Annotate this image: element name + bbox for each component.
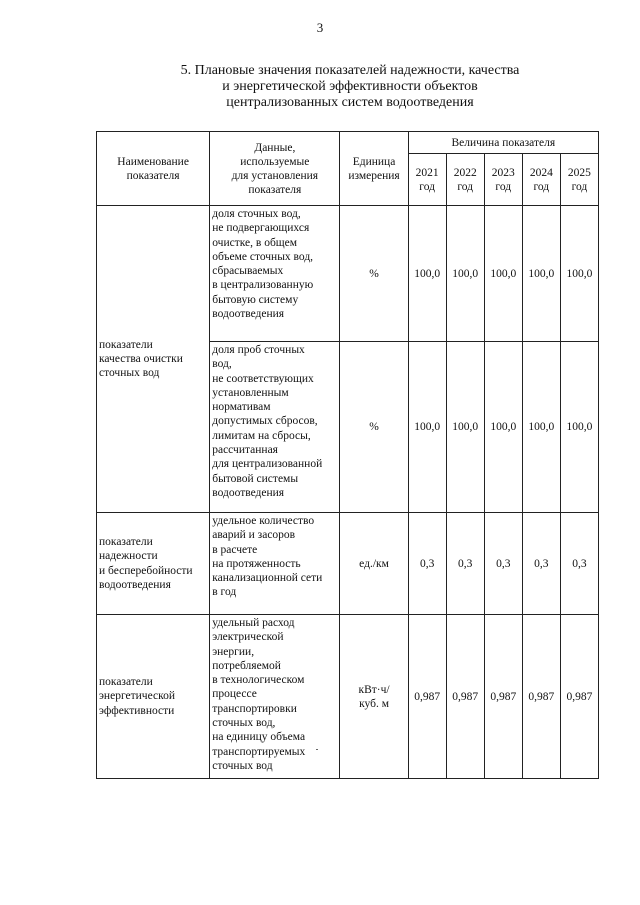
unit-cell: % <box>340 342 408 513</box>
header-year-2022 <box>446 154 484 206</box>
title-line: централизованных систем водоотведения <box>226 95 474 110</box>
data-line: удельное количество <box>212 515 315 527</box>
unit-line: куб. м <box>359 697 389 710</box>
data-line: транспортировки <box>212 702 297 715</box>
value-cell: 100,0 <box>446 342 484 513</box>
value-cell: 0,987 <box>446 615 484 779</box>
data-line: установленным <box>212 386 289 399</box>
unit-line: кВт·ч/ <box>358 683 390 696</box>
data-line: допустимых сбросов, <box>212 415 318 428</box>
year-suffix: год <box>419 180 435 193</box>
header-year-2025 <box>560 154 598 206</box>
data-line: очистке, в общем <box>212 236 298 249</box>
data-description-cell <box>210 513 340 615</box>
year-label: 2022 <box>453 166 477 179</box>
header-indicator-name <box>97 132 210 206</box>
data-line: не подвергающихся <box>212 222 310 235</box>
value-cell: 0,3 <box>446 513 484 615</box>
value-cell: 0,987 <box>408 615 446 779</box>
indicator-name-line: водоотведения <box>99 578 171 591</box>
indicator-name-line: эффективности <box>99 704 175 717</box>
data-line: лимитам на сбросы, <box>212 429 311 442</box>
indicator-name-line: показатели <box>99 676 153 689</box>
data-line: на протяженность <box>212 557 301 570</box>
title-line: и энергетической эффективности объектов <box>222 79 478 94</box>
data-line: в технологическом <box>212 674 305 687</box>
value-cell: 0,987 <box>522 615 560 779</box>
unit-cell: ед./км <box>340 513 408 615</box>
indicator-name-cell <box>97 513 210 615</box>
table-row <box>97 206 599 342</box>
table-row <box>97 513 599 615</box>
table-row <box>97 615 599 779</box>
value-cell: 0,987 <box>560 615 598 779</box>
value-cell: 100,0 <box>484 206 522 342</box>
year-suffix: год <box>533 180 550 193</box>
unit-cell <box>340 615 408 779</box>
data-line: доля проб сточных <box>212 344 305 356</box>
year-suffix: год <box>495 180 512 193</box>
year-suffix: год <box>571 180 588 193</box>
year-suffix: год <box>457 180 474 193</box>
title-line: 5. Плановые значения показателей надежности, качества <box>180 63 520 78</box>
indicator-name-line: энергетической <box>99 690 175 703</box>
data-description-cell <box>210 342 340 513</box>
page-number: 3 <box>316 20 324 35</box>
indicator-name-line: показатели <box>99 535 153 548</box>
value-cell: 0,3 <box>408 513 446 615</box>
value-cell: 0,987 <box>484 615 522 779</box>
data-line: удельный расход <box>212 617 295 629</box>
data-line: сточных вод <box>212 759 273 772</box>
data-line: доля сточных вод, <box>212 208 301 220</box>
data-line: электрической <box>212 631 284 644</box>
data-line: не соответствующих <box>212 372 314 385</box>
data-line: аварий и засоров <box>212 529 296 542</box>
data-description-cell <box>210 615 340 779</box>
indicator-name-cell <box>97 206 210 513</box>
data-line: нормативам <box>212 401 271 414</box>
data-line: транспортируемых <box>212 745 306 758</box>
section-title <box>150 63 550 111</box>
value-cell: 100,0 <box>484 342 522 513</box>
data-line: в расчете <box>212 543 258 556</box>
value-cell: 100,0 <box>560 342 598 513</box>
year-label: 2025 <box>567 166 591 179</box>
header-year-2024 <box>522 154 560 206</box>
year-label: 2023 <box>491 166 515 179</box>
header-data-used <box>210 132 340 206</box>
indicator-name-line: показатели <box>99 338 153 351</box>
data-line: бытовой системы <box>212 472 299 485</box>
year-label: 2024 <box>529 166 553 179</box>
value-cell: 0,3 <box>484 513 522 615</box>
data-line: объеме сточных вод, <box>212 250 314 263</box>
indicator-name-line: сточных вод <box>99 367 160 380</box>
value-cell: 100,0 <box>522 206 560 342</box>
value-cell: 100,0 <box>446 206 484 342</box>
indicator-name-line: и бесперебойности <box>99 564 193 577</box>
indicator-name-line: качества очистки <box>99 352 183 365</box>
data-line: процессе <box>212 688 257 701</box>
data-line: водоотведения <box>212 486 285 499</box>
data-line: потребляемой <box>212 659 281 672</box>
value-cell: 100,0 <box>408 206 446 342</box>
data-line: для централизованной <box>212 458 323 471</box>
header-line: Единица <box>352 155 396 168</box>
data-line: энергии, <box>212 645 255 658</box>
header-line: используемые <box>240 155 310 168</box>
data-line: на единицу объема <box>212 731 306 744</box>
indicator-name-cell <box>97 615 210 779</box>
data-line: в централизованную <box>212 279 314 292</box>
header-line: для установления <box>231 169 319 182</box>
data-line: вод, <box>212 358 232 371</box>
unit-cell: % <box>340 206 408 342</box>
data-line: бытовую систему <box>212 293 299 306</box>
indicator-name-line: надежности <box>99 550 158 563</box>
header-line: Данные, <box>254 141 296 154</box>
header-value-group: Величина показателя <box>408 132 598 154</box>
data-line: рассчитанная <box>212 444 278 457</box>
data-line: канализационной сети <box>212 572 323 585</box>
header-year-2021 <box>408 154 446 206</box>
value-cell: 100,0 <box>560 206 598 342</box>
data-line: сточных вод, <box>212 717 276 730</box>
year-label: 2021 <box>415 166 439 179</box>
value-cell: 0,3 <box>522 513 560 615</box>
value-cell: 100,0 <box>522 342 560 513</box>
indicators-table <box>96 131 599 779</box>
data-line: водоотведения <box>212 308 285 321</box>
value-cell: 100,0 <box>408 342 446 513</box>
header-line: показателя <box>126 169 180 182</box>
data-line: сбрасываемых <box>212 265 284 278</box>
data-description-cell <box>210 206 340 342</box>
header-line: измерения <box>348 169 400 182</box>
header-year-2023 <box>484 154 522 206</box>
header-line: Наименование <box>117 155 189 168</box>
data-line: в год <box>212 586 237 599</box>
header-line: показателя <box>248 183 302 196</box>
scan-artifact-dot <box>316 749 318 750</box>
value-cell: 0,3 <box>560 513 598 615</box>
header-unit <box>340 132 408 206</box>
